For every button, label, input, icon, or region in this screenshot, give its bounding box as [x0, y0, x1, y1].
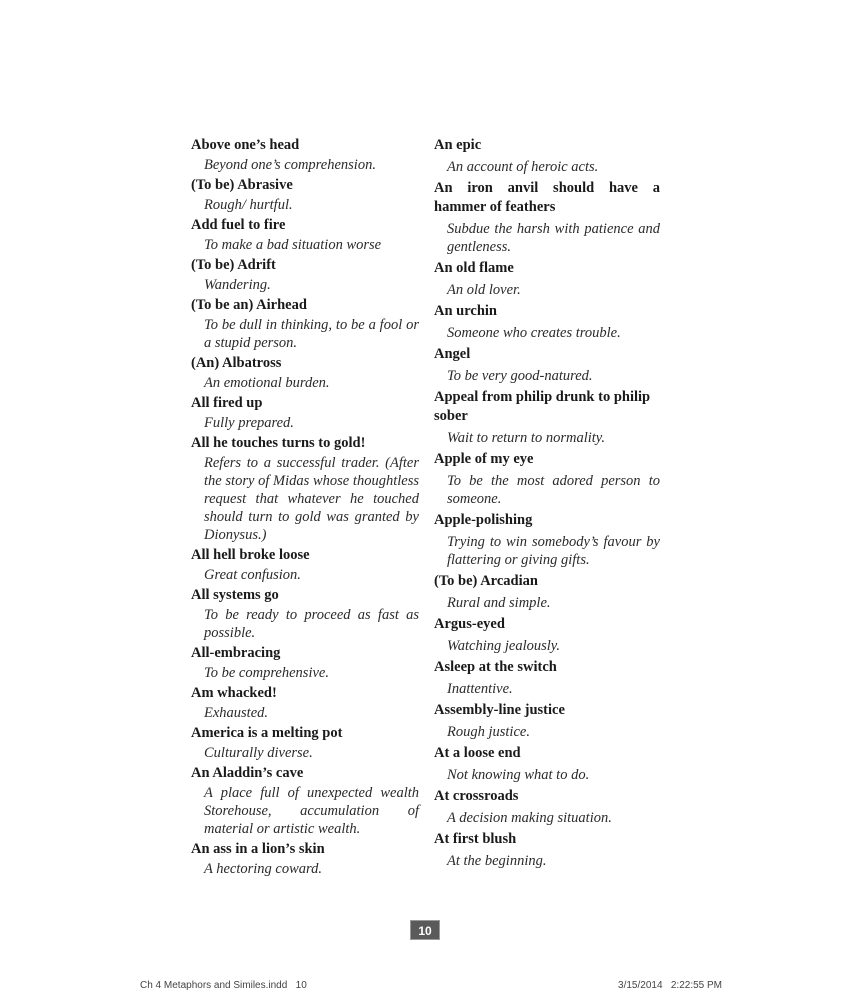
entry-term: At a loose end: [434, 745, 521, 761]
glossary-entry: [434, 658, 660, 701]
entry-term: At crossroads: [434, 788, 519, 804]
entry-term: An ass in a lion’s skin: [191, 841, 325, 857]
entry-term: Angel: [434, 346, 471, 362]
entry-term: (To be an) Airhead: [191, 297, 307, 313]
glossary-entry: [434, 830, 660, 873]
entry-term: Above one’s head: [191, 137, 300, 153]
entry-definition: Someone who creates trouble.: [447, 325, 621, 341]
entry-term: Apple-polishing: [434, 512, 533, 528]
entry-term: An iron anvil should have a hammer of feathers: [434, 180, 660, 215]
glossary-entry: [191, 586, 419, 644]
entry-term: Appeal from philip drunk to philip sober: [434, 389, 651, 424]
glossary-entry: [434, 787, 660, 830]
entry-term: An urchin: [434, 303, 497, 319]
entry-definition: Watching jealously.: [447, 638, 561, 654]
glossary-entry: [434, 259, 660, 302]
glossary-entry: [434, 179, 660, 259]
glossary-entry: [191, 176, 419, 216]
glossary-entry: [191, 216, 419, 256]
page-number-badge: 10: [410, 920, 440, 940]
entry-definition: To be ready to proceed as fast as possible.: [204, 607, 419, 641]
glossary-entry: [191, 840, 419, 880]
entry-term: America is a melting pot: [191, 725, 343, 741]
glossary-entry: [191, 546, 419, 586]
entry-definition: Not knowing what to do.: [447, 767, 590, 783]
entry-definition: Inattentive.: [447, 681, 513, 697]
entry-term: All systems go: [191, 587, 279, 603]
left-column: [191, 136, 419, 880]
entry-definition: To be dull in thinking, to be a fool or a stupid person.: [204, 317, 419, 351]
entry-definition: An emotional burden.: [204, 375, 330, 391]
entry-definition: Culturally diverse.: [204, 745, 313, 761]
entry-definition: An account of heroic acts.: [447, 159, 599, 175]
glossary-entry: [191, 764, 419, 840]
glossary-entry: [191, 644, 419, 684]
entry-definition: To be the most adored person to someone.: [447, 473, 660, 507]
entry-definition: Rural and simple.: [447, 595, 551, 611]
glossary-entry: [191, 394, 419, 434]
entry-definition: Fully prepared.: [204, 415, 294, 431]
entry-definition: Refers to a successful trader. (After the story of Midas whose thoughtless request that whatever he touched should turn to gold was granted by Dionysus.): [204, 455, 419, 543]
entry-definition: A decision making situation.: [447, 810, 612, 826]
glossary-entry: [191, 354, 419, 394]
glossary-entry: [434, 136, 660, 179]
entry-term: Asleep at the switch: [434, 659, 557, 675]
entry-definition: An old lover.: [447, 282, 521, 298]
glossary-entry: [191, 256, 419, 296]
entry-definition: To be comprehensive.: [204, 665, 329, 681]
right-column: [434, 136, 660, 873]
glossary-entry: [434, 701, 660, 744]
glossary-entry: [191, 684, 419, 724]
glossary-entry: [434, 744, 660, 787]
entry-term: (An) Albatross: [191, 355, 282, 371]
entry-term: Am whacked!: [191, 685, 277, 701]
entry-term: All he touches turns to gold!: [191, 435, 366, 451]
entry-term: At first blush: [434, 831, 517, 847]
entry-definition: Subdue the harsh with patience and gentleness.: [447, 221, 660, 255]
entry-term: (To be) Arcadian: [434, 573, 538, 589]
footer-file-name: Ch 4 Metaphors and Similes.indd 10: [140, 980, 307, 991]
entry-term: An Aladdin’s cave: [191, 765, 304, 781]
glossary-entry: [434, 345, 660, 388]
entry-term: Argus-eyed: [434, 616, 505, 632]
entry-term: Assembly-line justice: [434, 702, 565, 718]
entry-term: An epic: [434, 137, 482, 153]
entry-definition: A place full of unexpected wealth Storehouse, accumulation of material or artistic wealth.: [204, 785, 419, 837]
glossary-entry: [434, 450, 660, 511]
glossary-entry: [434, 572, 660, 615]
glossary-entry: [434, 388, 660, 450]
entry-definition: Trying to win somebody’s favour by flattering or giving gifts.: [447, 534, 660, 568]
entry-definition: Rough justice.: [447, 724, 530, 740]
entry-definition: To be very good-natured.: [447, 368, 593, 384]
glossary-entry: [191, 434, 419, 546]
entry-definition: Beyond one’s comprehension.: [204, 157, 376, 173]
entry-term: (To be) Adrift: [191, 257, 276, 273]
glossary-entry: [191, 136, 419, 176]
glossary-entry: [434, 511, 660, 572]
glossary-entry: [434, 615, 660, 658]
entry-definition: Great confusion.: [204, 567, 301, 583]
entry-term: Add fuel to fire: [191, 217, 286, 233]
footer-timestamp: 3/15/2014 2:22:55 PM: [618, 980, 722, 991]
entry-definition: Wait to return to normality.: [447, 430, 606, 446]
glossary-entry: [191, 296, 419, 354]
entry-term: (To be) Abrasive: [191, 177, 293, 193]
entry-term: Apple of my eye: [434, 451, 534, 467]
entry-definition: At the beginning.: [447, 853, 547, 869]
entry-definition: To make a bad situation worse: [204, 237, 382, 253]
entry-term: All fired up: [191, 395, 263, 411]
entry-term: All hell broke loose: [191, 547, 310, 563]
entry-definition: Exhausted.: [204, 705, 269, 721]
entry-term: An old flame: [434, 260, 514, 276]
entry-definition: Rough/ hurtful.: [204, 197, 293, 213]
entry-definition: A hectoring coward.: [204, 861, 323, 877]
entry-definition: Wandering.: [204, 277, 271, 293]
glossary-entry: [191, 724, 419, 764]
glossary-entry: [434, 302, 660, 345]
entry-term: All-embracing: [191, 645, 281, 661]
